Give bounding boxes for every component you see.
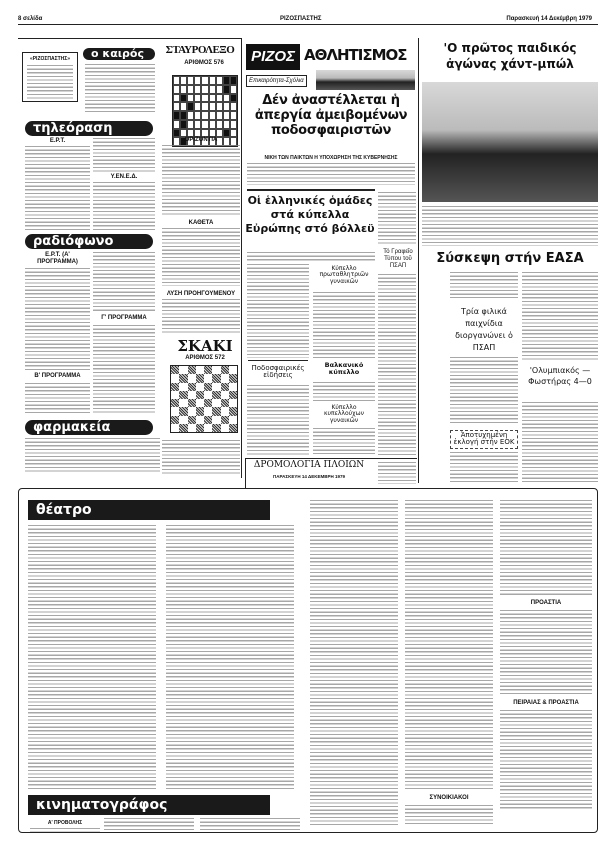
chess-square [204, 383, 212, 391]
local-cinemas-text [405, 805, 493, 825]
right-column-rule [418, 38, 419, 483]
crossword-across: ΟΡΙΖΟΝΤΙΑ [184, 137, 218, 143]
radio-first-listing-cont [93, 252, 155, 312]
chess-square [229, 374, 237, 382]
theatre-listing-col1 [28, 525, 156, 790]
cinema-listing-col3 [500, 500, 592, 595]
crossword-cell[interactable] [223, 129, 230, 138]
chess-square [221, 391, 229, 399]
crossword-cell[interactable] [187, 102, 194, 111]
theatre-listing-col2 [166, 525, 294, 790]
crossword-cell[interactable] [180, 120, 187, 129]
chess-square [221, 383, 229, 391]
sports-section-title: ΑΘΛΗΤΙΣΜΟΣ [304, 46, 407, 64]
crossword-cell[interactable] [173, 120, 180, 129]
chess-square [221, 416, 229, 424]
crossword-cell[interactable] [201, 85, 208, 94]
crossword-cell[interactable] [223, 102, 230, 111]
tv-yened: Υ.ΕΝ.Ε.Δ. [110, 174, 138, 180]
tv-ert-listing [25, 146, 90, 232]
chess-square [204, 424, 212, 432]
cinema-listing-col1 [310, 500, 398, 825]
crossword-cell[interactable] [223, 111, 230, 120]
crossword-cell[interactable] [194, 76, 201, 85]
crossword-cell[interactable] [173, 102, 180, 111]
chess-square [196, 424, 204, 432]
chess-square [171, 383, 179, 391]
chess-square [212, 374, 220, 382]
crossword-title: ΣΤΑΥΡΟΛΕΞΟ [165, 44, 235, 56]
crossword-cell[interactable] [173, 85, 180, 94]
radio-heading: ραδιόφωνο [25, 234, 153, 249]
crossword-cell[interactable] [201, 102, 208, 111]
main-subheadline: ΝΙΚΗ ΤΩΝ ΠΑΙΚΤΩΝ Η ΥΠΟΧΩΡΗΣΗ ΤΗΣ ΚΥΒΕΡΝΗΣΗΣ [264, 155, 398, 161]
champions-cup-heading: Κύπελλο πρωταθλητριῶν γυναικῶν [319, 265, 369, 285]
crossword-across-clues [162, 145, 240, 215]
olympiakos-headline: 'Ολυμπιακός — Φωστήρας 4—0 [528, 366, 592, 386]
crossword-cell[interactable] [209, 102, 216, 111]
masthead-text [27, 65, 73, 99]
crossword-cell[interactable] [223, 76, 230, 85]
chess-square [188, 416, 196, 424]
volley-text [247, 264, 309, 358]
suburbs-text [500, 610, 592, 696]
crossword-cell[interactable] [230, 76, 237, 85]
first-run-text-3 [200, 818, 300, 830]
champions-cup-text [313, 292, 375, 358]
chess-square [196, 399, 204, 407]
football-news-text [247, 385, 309, 455]
friendly-games-headline: Τρία φιλικά παιχνίδια διοργανώνει ὁ ΠΣΑΠ [455, 307, 513, 352]
pharmacy-heading: φαρμακεία [25, 420, 153, 435]
chess-square [229, 407, 237, 415]
crossword-cell[interactable] [216, 129, 223, 138]
balkan-cup-heading: Βαλκανικό κύπελλο [324, 361, 364, 376]
sports-banner-image [316, 70, 415, 90]
chess-square [179, 399, 187, 407]
crossword-cell[interactable] [173, 129, 180, 138]
crossword-cell[interactable] [230, 120, 237, 129]
pharmacy-text [25, 438, 160, 472]
crossword-cell[interactable] [216, 111, 223, 120]
crossword-cell[interactable] [209, 129, 216, 138]
chess-square [229, 383, 237, 391]
easa-headline: Σύσκεψη στήν ΕΑΣΑ [436, 251, 584, 266]
chess-square [188, 374, 196, 382]
theatre-heading: θέατρο [28, 500, 270, 520]
crossword-number: ΑΡΙΘΜΟΣ 576 [184, 60, 224, 66]
press-office-text [378, 274, 416, 455]
crossword-cell[interactable] [180, 111, 187, 120]
crossword-cell[interactable] [180, 85, 187, 94]
crossword-cell[interactable] [201, 76, 208, 85]
handball-text [422, 206, 598, 246]
chess-square [204, 391, 212, 399]
chess-square [196, 383, 204, 391]
chess-square [212, 416, 220, 424]
chess-square [188, 407, 196, 415]
chess-square [179, 383, 187, 391]
chess-square [212, 407, 220, 415]
crossword-cell[interactable] [173, 111, 180, 120]
chess-square [188, 424, 196, 432]
crossword-cell[interactable] [209, 111, 216, 120]
chess-square [179, 391, 187, 399]
masthead-box [22, 52, 78, 102]
chess-square [204, 366, 212, 374]
crossword-cell[interactable] [223, 85, 230, 94]
local-cinemas-heading: ΣΥΝΟΙΚΙΑΚΟΙ [429, 795, 469, 801]
crossword-cell[interactable] [194, 85, 201, 94]
chess-number: ΑΡΙΘΜΟΣ 572 [185, 355, 225, 361]
chess-square [204, 407, 212, 415]
crossword-cell[interactable] [230, 94, 237, 103]
first-run-heading: Α' ΠΡΟΒΟΛΗΣ [47, 820, 83, 826]
ships-text [378, 462, 416, 484]
crossword-cell[interactable] [216, 102, 223, 111]
chess-square [212, 399, 220, 407]
crossword-cell[interactable] [180, 76, 187, 85]
crossword-cell[interactable] [187, 94, 194, 103]
chess-square [229, 366, 237, 374]
cinema-listing-col2 [405, 500, 493, 790]
suburbs-heading: ΠΡΟΑΣΤΙΑ [530, 600, 562, 606]
crossword-solution: ΛΥΣΗ ΠΡΟΗΓΟΥΜΕΝΟΥ [166, 291, 236, 297]
crossword-cell[interactable] [223, 120, 230, 129]
tv-heading: τηλεόραση [25, 121, 153, 136]
masthead-title: «ΡΙΖΟΣΠΑΣΤΗΣ» [29, 56, 71, 62]
chess-square [229, 424, 237, 432]
chess-title: ΣΚΑΚΙ [177, 337, 233, 355]
crossword-down-clues [162, 228, 240, 286]
chess-square [229, 399, 237, 407]
friendly-games-text [450, 357, 518, 425]
ships-date: ΠΑΡΑΣΚΕΥΗ 14 ΔΕΚΕΜΒΡΗ 1979 [273, 474, 345, 479]
easa-text-cont [522, 272, 598, 360]
crossword-down: ΚΑΘΕΤΑ [188, 220, 214, 226]
chess-square [221, 374, 229, 382]
chess-square [204, 416, 212, 424]
crossword-cell[interactable] [216, 94, 223, 103]
crossword-cell[interactable] [223, 94, 230, 103]
chess-square [196, 366, 204, 374]
newspaper-name: ΡΙΖΟΣΠΑΣΤΗΣ [280, 16, 322, 22]
crossword-cell[interactable] [230, 129, 237, 138]
eok-text [450, 452, 518, 482]
chess-square [204, 399, 212, 407]
radio-first-listing [25, 268, 90, 370]
crossword-cell[interactable] [201, 94, 208, 103]
crossword-cell[interactable] [209, 85, 216, 94]
header-rule [18, 24, 598, 25]
crossword-cell[interactable] [187, 85, 194, 94]
olympiakos-text [522, 402, 598, 482]
radio-third-program: Γ' ΠΡΟΓΡΑΜΜΑ [101, 315, 147, 321]
weather-heading: ο καιρός [83, 48, 155, 60]
chess-square [221, 424, 229, 432]
chess-square [179, 374, 187, 382]
volley-headline: Οἱ ἑλληνικές ὁμάδες στά κύπελλα Εὐρώπης στό βόλλεϋ [245, 194, 375, 235]
chess-square [179, 424, 187, 432]
first-run-text-2 [104, 818, 194, 830]
crossword-cell[interactable] [201, 120, 208, 129]
tv-ert: Ε.Ρ.Τ. [49, 138, 66, 144]
chess-square [171, 399, 179, 407]
crossword-cell[interactable] [173, 76, 180, 85]
chess-square [204, 374, 212, 382]
chess-square [196, 391, 204, 399]
cupwinners-heading: Κύπελλο κυπελλούχων γυναικῶν [324, 404, 364, 424]
crossword-cell[interactable] [201, 129, 208, 138]
crossword-cell[interactable] [209, 94, 216, 103]
football-news-rule [248, 360, 308, 361]
chess-square [196, 416, 204, 424]
crossword-solution-text [162, 299, 240, 335]
crossword-cell[interactable] [216, 76, 223, 85]
ships-heading: ΔΡΟΜΟΛΟΓΙΑ ΠΛΟΙΩΝ [253, 460, 365, 470]
chess-square [221, 399, 229, 407]
chess-square [179, 407, 187, 415]
radio-second-program: Β' ΠΡΟΓΡΑΜΜΑ [34, 373, 81, 379]
crossword-cell[interactable] [180, 94, 187, 103]
volley-rule [247, 189, 375, 191]
crossword-cell[interactable] [194, 102, 201, 111]
tv-yened-listing [93, 182, 155, 232]
chess-text [162, 440, 240, 476]
crossword-cell[interactable] [187, 129, 194, 138]
crossword-cell[interactable] [230, 85, 237, 94]
chess-square [196, 374, 204, 382]
radio-second-listing [25, 383, 90, 415]
comments-label: Επικαιρότητα-Σχόλια [246, 75, 307, 87]
crossword-cell[interactable] [216, 85, 223, 94]
tv-ert-listing-cont [93, 138, 155, 172]
main-headline: Δέν ἀναστέλλεται ἡ ἀπεργία ἀμειβομένων ποδοσφαιριστῶν [254, 93, 408, 138]
crossword-cell[interactable] [194, 120, 201, 129]
chess-square [212, 391, 220, 399]
piraeus-text [500, 710, 592, 810]
chess-square [171, 374, 179, 382]
handball-photo [422, 82, 598, 202]
piraeus-heading: ΠΕΙΡΑΙΑΣ & ΠΡΟΑΣΤΙΑ [513, 700, 579, 706]
chess-square [221, 407, 229, 415]
radio-third-listing [93, 325, 155, 415]
chess-square [171, 407, 179, 415]
crossword-cell[interactable] [180, 129, 187, 138]
handball-headline: 'Ο πρῶτος παιδικός ἀγώνας χάντ-μπώλ [443, 41, 577, 71]
crossword-cell[interactable] [187, 76, 194, 85]
balkan-cup-text [313, 382, 375, 402]
crossword-cell[interactable] [180, 102, 187, 111]
crossword-cell[interactable] [201, 111, 208, 120]
chess-square [188, 391, 196, 399]
chess-square [179, 366, 187, 374]
chess-square [171, 424, 179, 432]
chess-square [212, 383, 220, 391]
chess-square [221, 366, 229, 374]
riz-logo: ΡΙΖΟΣ [246, 44, 300, 70]
chess-square [188, 366, 196, 374]
crossword-cell[interactable] [187, 111, 194, 120]
crossword-cell[interactable] [173, 94, 180, 103]
chess-square [171, 416, 179, 424]
volley-intro [247, 252, 375, 261]
chess-square [212, 424, 220, 432]
crossword-cell[interactable] [209, 120, 216, 129]
main-article-text [247, 163, 415, 185]
crossword-cell[interactable] [230, 111, 237, 120]
crossword-cell[interactable] [194, 129, 201, 138]
radio-first-program: Ε.Ρ.Τ. (Α' ΠΡΟΓΡΑΜΜΑ) [37, 252, 78, 265]
press-office-heading: Τό Γραφεῖο Τύπου τοῦ ΠΣΑΠ [383, 249, 413, 269]
weather-text [85, 64, 155, 114]
crossword-cell[interactable] [209, 76, 216, 85]
chess-square [212, 366, 220, 374]
crossword-cell[interactable] [216, 120, 223, 129]
main-article-col2 [378, 192, 416, 246]
crossword-cell[interactable] [230, 102, 237, 111]
crossword-cell[interactable] [194, 111, 201, 120]
chess-square [188, 399, 196, 407]
cupwinners-text [313, 428, 375, 454]
football-news-heading: Ποδοσφαιρικές εἰδήσεις [251, 364, 305, 380]
chess-board [170, 365, 238, 433]
crossword-cell[interactable] [194, 94, 201, 103]
chess-square [229, 391, 237, 399]
eok-headline: Ἀποτυχημένη ἐκλογή στήν ΕΟΚ [450, 430, 518, 449]
cinema-heading: κινηματογράφος [28, 795, 270, 815]
page-number: 8 σελίδα [18, 16, 43, 22]
chess-square [196, 407, 204, 415]
chess-square [179, 416, 187, 424]
first-run-text [30, 828, 100, 832]
chess-square [171, 391, 179, 399]
chess-square [229, 416, 237, 424]
chess-square [171, 366, 179, 374]
crossword-cell[interactable] [187, 120, 194, 129]
issue-date: Παρασκευή 14 Δεκέμβρη 1979 [506, 16, 592, 22]
easa-text [450, 272, 518, 298]
chess-square [188, 383, 196, 391]
